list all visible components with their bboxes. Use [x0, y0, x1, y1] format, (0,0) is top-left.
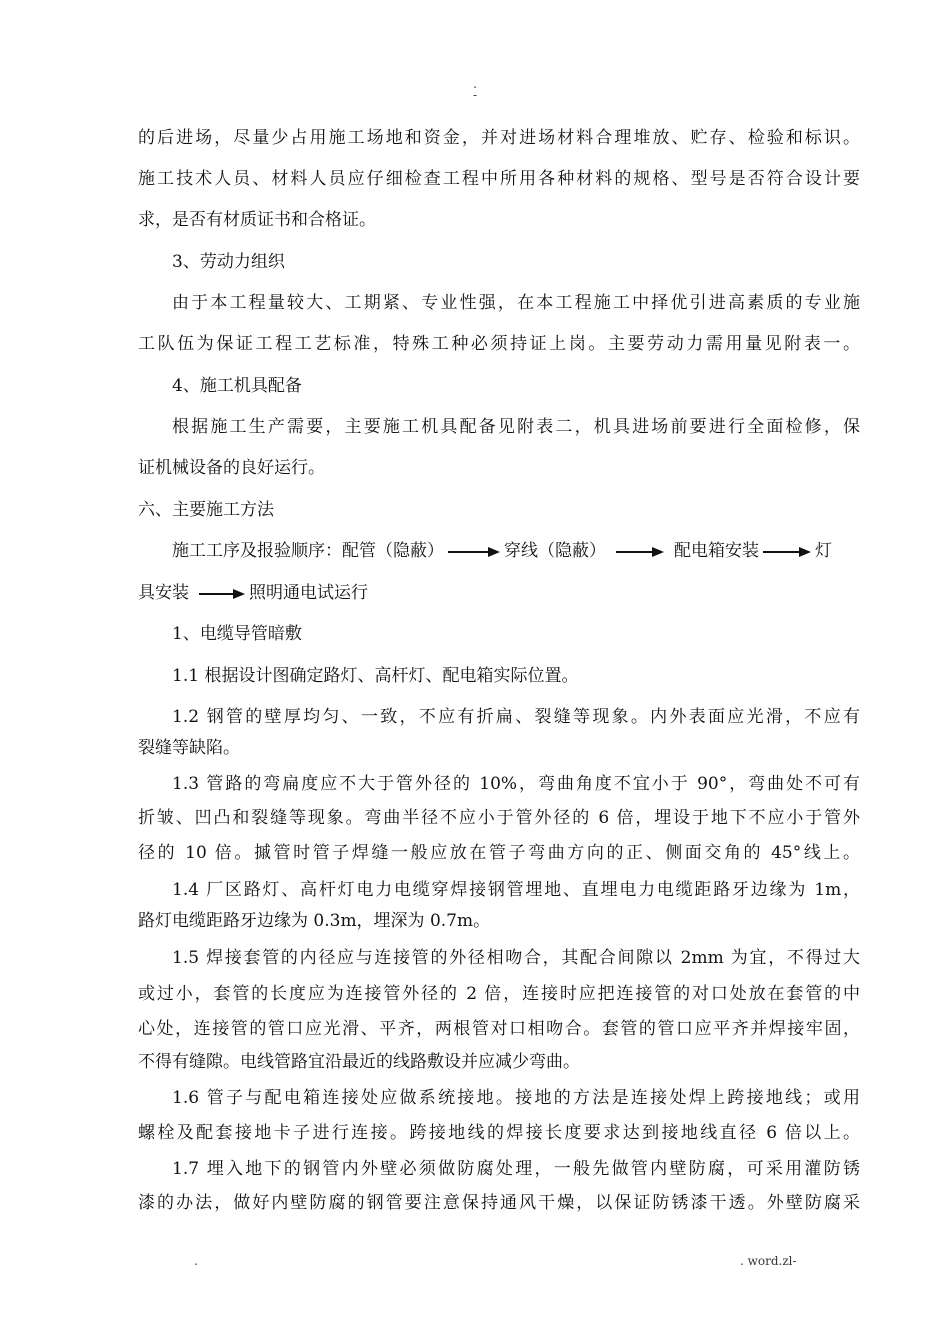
arrow-right-icon [199, 589, 245, 599]
section-heading: 3、劳动力组织 [172, 252, 285, 272]
text-line: 1.2 钢管的壁厚均匀、一致，不应有折扁、裂缝等现象。内外表面应光滑，不应有 [172, 707, 860, 727]
text-line: 径的 10 倍。摵管时管子焊缝一般应放在管子弯曲方向的正、侧面交角的 45°线上。 [138, 843, 860, 863]
arrow-right-icon [763, 547, 811, 557]
arrow-right-icon [616, 547, 664, 557]
text-line: 1.3 管路的弯扁度应不大于管外径的 10%，弯曲角度不宜小于 90°，弯曲处不可有 [172, 774, 860, 794]
text-line: 1.4 厂区路灯、高杆灯电力电缆穿焊接钢管埋地、直埋电力电缆距路牙边缘为 1m， [172, 880, 860, 900]
header-dash: - [472, 88, 478, 102]
text-line: 由于本工程量较大、工期紧、专业性强，在本工程施工中择优引进高素质的专业施 [172, 293, 860, 313]
section-heading: 4、施工机具配备 [172, 376, 302, 396]
flow-step: 配电箱安装 [674, 541, 759, 561]
text-line: 1.5 焊接套管的内径应与连接管的外径相吻合，其配合间隙以 2mm 为宜，不得过大 [172, 948, 860, 968]
footer-right: . word.zl- [740, 1254, 797, 1268]
process-flow [172, 539, 860, 563]
flow-step: 照明通电试运行 [249, 583, 368, 603]
text-line: 或过小，套管的长度应为连接管外径的 2 倍，连接时应把连接管的对口处放在套管的中 [138, 984, 860, 1004]
text-line: 不得有缝隙。电线管路宜沿最近的线路敷设并应减少弯曲。 [138, 1052, 580, 1072]
flow-step: 具安装 [138, 583, 189, 603]
text-line: 裂缝等缺陷。 [138, 738, 240, 758]
flow-lead: 施工工序及报验顺序：配管（隐蔽） [172, 541, 444, 561]
header-dot: . [473, 77, 477, 91]
text-line: 1.6 管子与配电箱连接处应做系统接地。接地的方法是连接处焊上跨接地线；或用 [172, 1088, 860, 1108]
text-line: 1.7 埋入地下的钢管内外壁必须做防腐处理，一般先做管内壁防腐，可采用灌防锈 [172, 1159, 860, 1179]
text-line: 的后进场，尽量少占用施工场地和资金，并对进场材料合理堆放、贮存、检验和标识。 [138, 128, 860, 148]
text-line: 心处，连接管的管口应光滑、平齐，两根管对口相吻合。套管的管口应平齐并焊接牢固， [138, 1019, 860, 1039]
text-line: 根据施工生产需要，主要施工机具配备见附表二，机具进场前要进行全面检修，保 [172, 417, 860, 437]
text-line: 螺栓及配套接地卡子进行连接。跨接地线的焊接长度要求达到接地线直径 6 倍以上。 [138, 1123, 860, 1143]
text-line: 1.1 根据设计图确定路灯、高杆灯、配电箱实际位置。 [172, 666, 579, 686]
text-line: 施工技术人员、材料人员应仔细检查工程中所用各种材料的规格、型号是否符合设计要 [138, 169, 860, 189]
section-heading: 1、电缆导管暗敷 [172, 624, 302, 644]
footer-left: . [194, 1254, 198, 1268]
text-line: 求，是否有材质证书和合格证。 [138, 210, 376, 230]
chapter-heading: 六、主要施工方法 [138, 500, 274, 520]
text-line: 漆的办法，做好内壁防腐的钢管要注意保持通风干燥，以保证防锈漆干透。外壁防腐采 [138, 1193, 860, 1213]
text-line: 折皱、凹凸和裂缝等现象。弯曲半径不应小于管外径的 6 倍，埋设于地下不应小于管外 [138, 808, 860, 828]
text-line: 证机械设备的良好运行。 [138, 458, 325, 478]
text-line: 工队伍为保证工程工艺标准，特殊工种必须持证上岗。主要劳动力需用量见附表一。 [138, 334, 860, 354]
flow-step: 灯 [815, 541, 832, 561]
text-line: 路灯电缆距路牙边缘为 0.3m，埋深为 0.7m。 [138, 911, 491, 931]
arrow-right-icon [448, 547, 500, 557]
flow-step: 穿线（隐蔽） [504, 541, 606, 561]
process-flow-cont [138, 581, 860, 605]
